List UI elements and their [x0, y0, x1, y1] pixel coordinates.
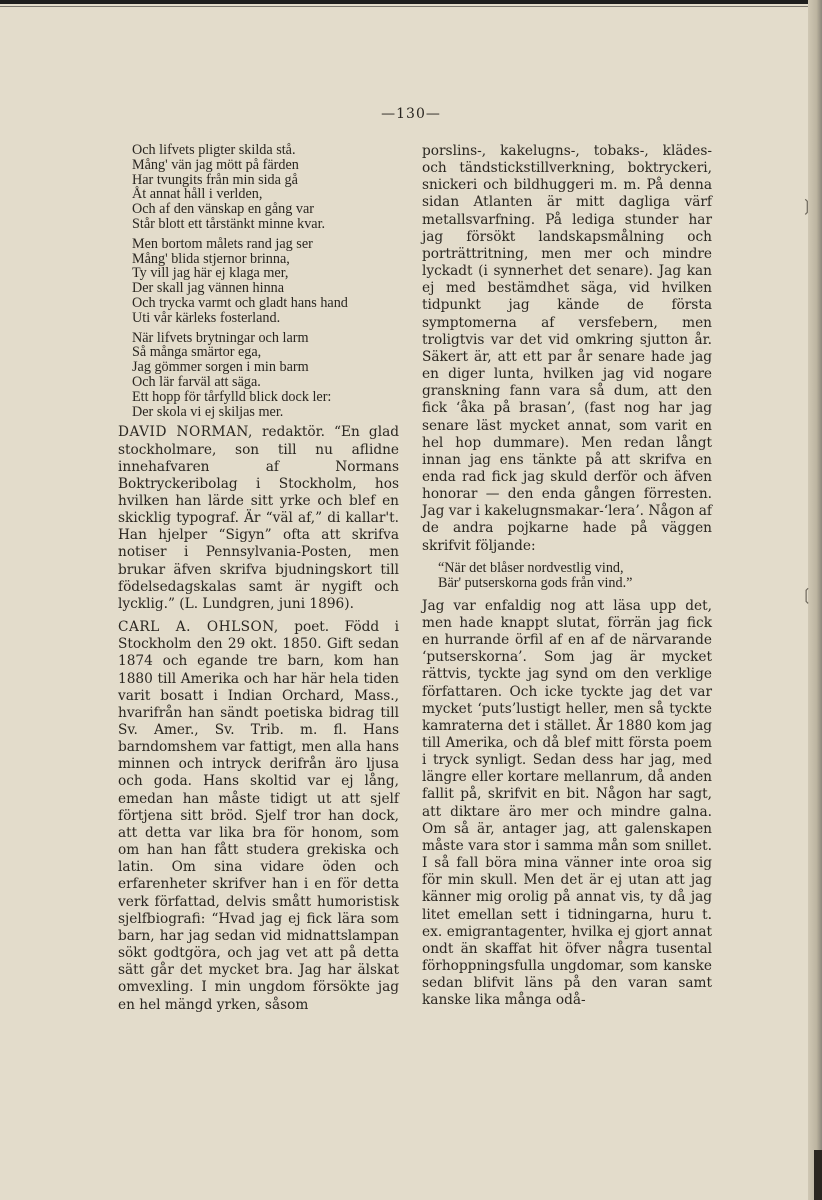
entry-text: redaktör. “En glad stockholmare, son till nu aflidne innehafvaren af Normans Boktryckeribolag i Stockholm, hos hvilken han lärde sitt yrke och blef en skicklig typograf. Är “väl af,” di kallar't. Han hjelper “Sigyn” ofta att skrifva notiser i Pennsylvania-Posten, men brukar äfven skrifva bjudningskort till födelsedagskalas samt är nygift och lycklig.” (L. Lundgren, juni 1896). — [118, 424, 399, 612]
poem-line: Och trycka varmt och gladt hans hand — [132, 294, 348, 311]
poem-line: Der skola vi ej skiljas mer. — [132, 403, 284, 420]
poem-stanza — [118, 331, 399, 420]
entry-text: poet. Född i Stockholm den 29 okt. 1850. Gift sedan 1874 och egande tre barn, kom han 1880 till Amerika och har här hela tiden varit bosatt i Indian Orchard, Mass., hvarifrån han sändt poetiska bidrag till Sv. Amer., Sv. Trib. m. fl. Hans barndomshem var fattigt, men alla hans minnen och intryck derifrån äro ljusa och goda. Hans skoltid var ej lång, emedan han måste tidigt ut att sjelf förtjena sitt bröd. Sjelf tror han dock, att detta var lika bra för honom, som om han han fått studera grekiska och latin. Om sina vidare öden och erfarenheter skrifver han i en för detta verk författad, delvis smått humoristisk sjelfbiografi: “Hvad jag ej fick lära som barn, har jag sedan vid midnattslampan sökt godtgöra, och jag vet att på detta sätt går det mycket bra. Jag har älskat omvexling. I min ungdom försökte jag en hel mängd yrken, såsom — [118, 619, 399, 1013]
scan-top-rule — [0, 0, 822, 4]
poem-line: Ty vill jag här ej klaga mer, — [132, 265, 289, 282]
quoted-verse — [422, 561, 712, 592]
poem-line: Uti vår kärleks fosterland. — [132, 309, 281, 326]
poem-line: När lifvets brytningar och larm — [132, 329, 309, 346]
margin-pencil-mark: ❳ — [800, 196, 814, 215]
poem-line: Står blott ett tårstänkt minne kvar. — [132, 215, 326, 232]
poem-stanza — [118, 237, 399, 326]
poem-line: Jag gömmer sorgen i min barm — [132, 359, 309, 376]
poem-line: Och lär farväl att säga. — [132, 373, 261, 390]
right-column — [422, 143, 712, 1010]
poem-line: Och af den vänskap en gång var — [132, 201, 314, 218]
entry-david-norman — [118, 424, 399, 613]
body-paragraph: porslins-, kakelugns-, tobaks-, klädes- och tändstickstillverkning, boktryckeri, snickeri och bildhuggeri m. m. På denna sidan Atlanten är mitt dagliga värf metallsvarfning. På lediga stunder har jag försökt landskapsmålning och porträttritning, men mer och mindre lyckadt (i synnerhet det senare). Jag kan ej med bestämdhet säga, vid hvilken tidpunkt jag kände de första symptomerna af versfebern, men troligtvis var det vid omkring sjutton år. Säkert är, att ett par år senare hade jag en diger lunta, hvilken jag vid nogare granskning fann vara så dum, att den fick ‘åka på brasan’, (fast nog har jag senare läst mycket annat, som varit en hel hop dummare). Men redan långt innan jag ens tänkte på att skrifva en enda rad fick jag skuld derför och äfven honorar — den enda gången förresten. Jag var i kakelugnsmakar-‘lera’. Någon af de andra pojkarne hade på väggen skrifvit följande: — [422, 143, 712, 554]
poem-line: Har tvungits från min sida gå — [132, 171, 298, 188]
scan-top-rule-thin — [0, 6, 822, 7]
entry-carl-ohlson — [118, 619, 399, 1014]
page-number: —130— — [381, 106, 441, 122]
poem-line: Men bortom målets rand jag ser — [132, 235, 313, 252]
poem-line: Mång' vän jag mött på färden — [132, 156, 299, 173]
poem-line: Så många smärtor ega, — [132, 344, 262, 361]
left-column — [118, 143, 399, 1014]
poem-line: Der skall jag vännen hinna — [132, 280, 285, 297]
poem-stanza — [118, 143, 399, 232]
poem-line: Och lifvets pligter skilda stå. — [132, 142, 296, 158]
page-corner-shadow — [814, 1150, 822, 1200]
poem-line: Åt annat håll i verlden, — [132, 186, 263, 203]
margin-pencil-mark: ❲ — [800, 585, 814, 604]
poem-line: Mång' blida stjernor brinna, — [132, 250, 290, 267]
body-paragraph: Jag var enfaldig nog att läsa upp det, men hade knappt slutat, förrän jag fick en hurrande örfil af en af de närvarande ‘putserskorna’. Som jag är mycket rättvis, tyckte jag synd om den verklige författaren. Och icke tyckte jag det var mycket ‘puts’lustigt heller, men så tyckte kamraterna det i stället. År 1880 kom jag till Amerika, och då blef mitt första poem i tryck synligt. Sedan dess har jag, med längre eller kortare mellanrum, då anden fallit på, skrifvit en bit. Någon har sagt, att diktare äro mer och mindre galna. Om så är, antager jag, att galenskapen måste vara stor i samma mån som snillet. I så fall böra mina vänner inte oroa sig för min skull. Men det är ej utan att jag känner mig orolig på annat vis, ty då jag litet emellan sett i tidningarna, huru t. ex. emigrantagenter, hvilka ej gjort annat ondt än skaffat hit öfver några tusental förhoppningsfulla ungdomar, som kanske sedan blifvit läns på den varan samt kanske lika många odå- — [422, 597, 712, 1009]
entry-name: CARL A. OHLSON, — [118, 619, 279, 636]
verse-line: Bär' putserskorna gods från vind.” — [438, 575, 633, 592]
entry-name: DAVID NORMAN, — [118, 424, 253, 441]
verse-line: “När det blåser nordvestlig vind, — [438, 559, 624, 576]
poem-line: Ett hopp för tårfylld blick dock ler: — [132, 388, 332, 405]
